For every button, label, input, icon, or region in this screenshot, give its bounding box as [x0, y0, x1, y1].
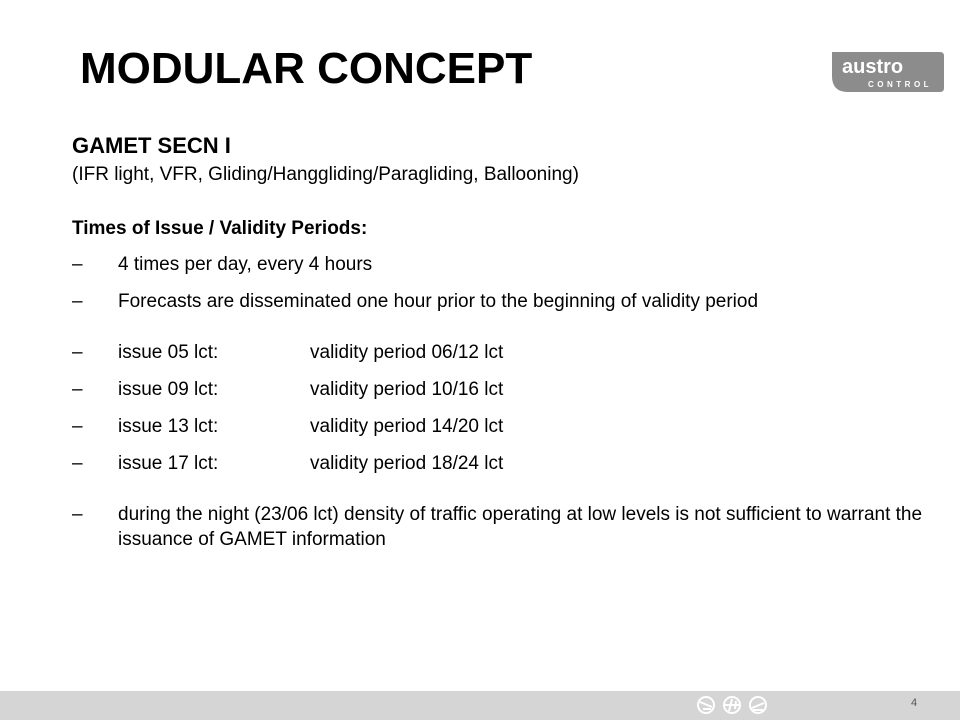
- night-note-text: during the night (23/06 lct) density of traffic operating at low levels is not sufficient to warrant the issuance of GAMET information: [118, 504, 923, 550]
- validity-period: validity period 06/12 lct: [310, 342, 504, 363]
- list-item: [72, 502, 942, 552]
- dash-bullet: –: [72, 504, 83, 525]
- issue-time: issue 09 lct:: [118, 379, 219, 400]
- dash-bullet: –: [72, 416, 83, 437]
- footer-bar: [0, 691, 960, 720]
- plane-icon: [724, 697, 740, 713]
- schedule-row: [72, 340, 942, 365]
- list-item-text: 4 times per day, every 4 hours: [118, 254, 373, 275]
- page-number: 4: [911, 697, 918, 709]
- validity-period: validity period 18/24 lct: [310, 453, 504, 474]
- dash-bullet: –: [72, 379, 83, 400]
- section-subtitle: (IFR light, VFR, Gliding/Hanggliding/Paragliding, Ballooning): [72, 164, 579, 185]
- dash-bullet: –: [72, 254, 83, 275]
- issue-time: issue 17 lct:: [118, 453, 219, 474]
- dash-bullet: –: [72, 453, 83, 474]
- schedule-row: [72, 451, 942, 476]
- logo-text-austro: austro: [842, 56, 904, 78]
- schedule-row: [72, 414, 942, 439]
- validity-period: validity period 14/20 lct: [310, 416, 504, 437]
- footer-icons: [696, 695, 768, 715]
- dash-bullet: –: [72, 342, 83, 363]
- times-of-issue-heading: Times of Issue / Validity Periods:: [72, 218, 368, 239]
- issue-time: issue 05 lct:: [118, 342, 219, 363]
- list-item-text: Forecasts are disseminated one hour prior to the beginning of validity period: [118, 291, 759, 312]
- slide-title: MODULAR CONCEPT: [80, 44, 533, 93]
- issue-time: issue 13 lct:: [118, 416, 219, 437]
- slide-content: [72, 132, 942, 552]
- arrival-plane-icon: [698, 697, 714, 713]
- validity-period: validity period 10/16 lct: [310, 379, 504, 400]
- schedule-row: [72, 377, 942, 402]
- austro-control-logo: [828, 50, 946, 94]
- departure-plane-icon: [750, 697, 766, 713]
- logo-text-control: CONTROL: [868, 80, 933, 89]
- dash-bullet: –: [72, 291, 83, 312]
- list-item: [72, 252, 942, 277]
- section-title: GAMET SECN I: [72, 133, 231, 158]
- list-item: [72, 289, 942, 314]
